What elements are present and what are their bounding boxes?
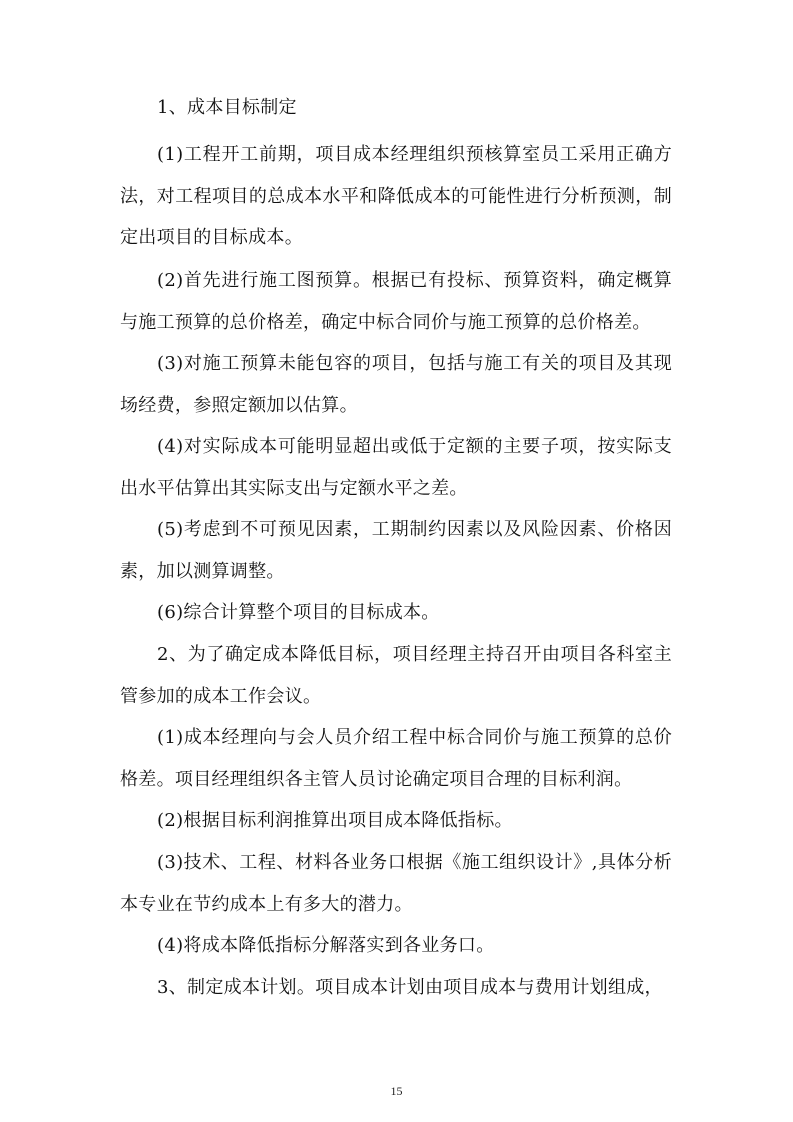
- section-heading-2: 2、为了确定成本降低目标，项目经理主持召开由项目各科室主管参加的成本工作会议。: [120, 644, 672, 707]
- paragraph: (2)根据目标利润推算出项目成本降低指标。: [157, 810, 513, 831]
- paragraph: (6)综合计算整个项目的目标成本。: [157, 602, 440, 623]
- paragraph: (1)工程开工前期，项目成本经理组织预核算室员工采用正确方法，对工程项目的总成本水平和降低成本的可能性进行分析预测，制定出项目的目标成本。: [120, 144, 672, 248]
- paragraph: (1)成本经理向与会人员介绍工程中标合同价与施工预算的总价格差。项目经理组织各主管人员讨论确定项目合理的目标利润。: [120, 727, 672, 790]
- paragraph: (3)对施工预算未能包容的项目，包括与施工有关的项目及其现场经费，参照定额加以估算。: [120, 353, 672, 416]
- paragraph: (4)对实际成本可能明显超出或低于定额的主要子项，按实际支出水平估算出其实际支出与定额水平之差。: [120, 436, 672, 499]
- section-heading-1: 1、成本目标制定: [157, 97, 297, 118]
- paragraph: (4)将成本降低指标分解落实到各业务口。: [157, 935, 495, 956]
- paragraph: (3)技术、工程、材料各业务口根据《施工组织设计》,具体分析本专业在节约成本上有多大的潜力。: [120, 852, 672, 915]
- paragraph: (2)首先进行施工图预算。根据已有投标、预算资料，确定概算与施工预算的总价格差，确定中标合同价与施工预算的总价格差。: [120, 270, 672, 333]
- paragraph: (5)考虑到不可预见因素，工期制约因素以及风险因素、价格因素，加以测算调整。: [120, 519, 672, 582]
- page-number: 15: [390, 1084, 403, 1098]
- section-heading-3: 3、制定成本计划。项目成本计划由项目成本与费用计划组成，: [157, 977, 663, 998]
